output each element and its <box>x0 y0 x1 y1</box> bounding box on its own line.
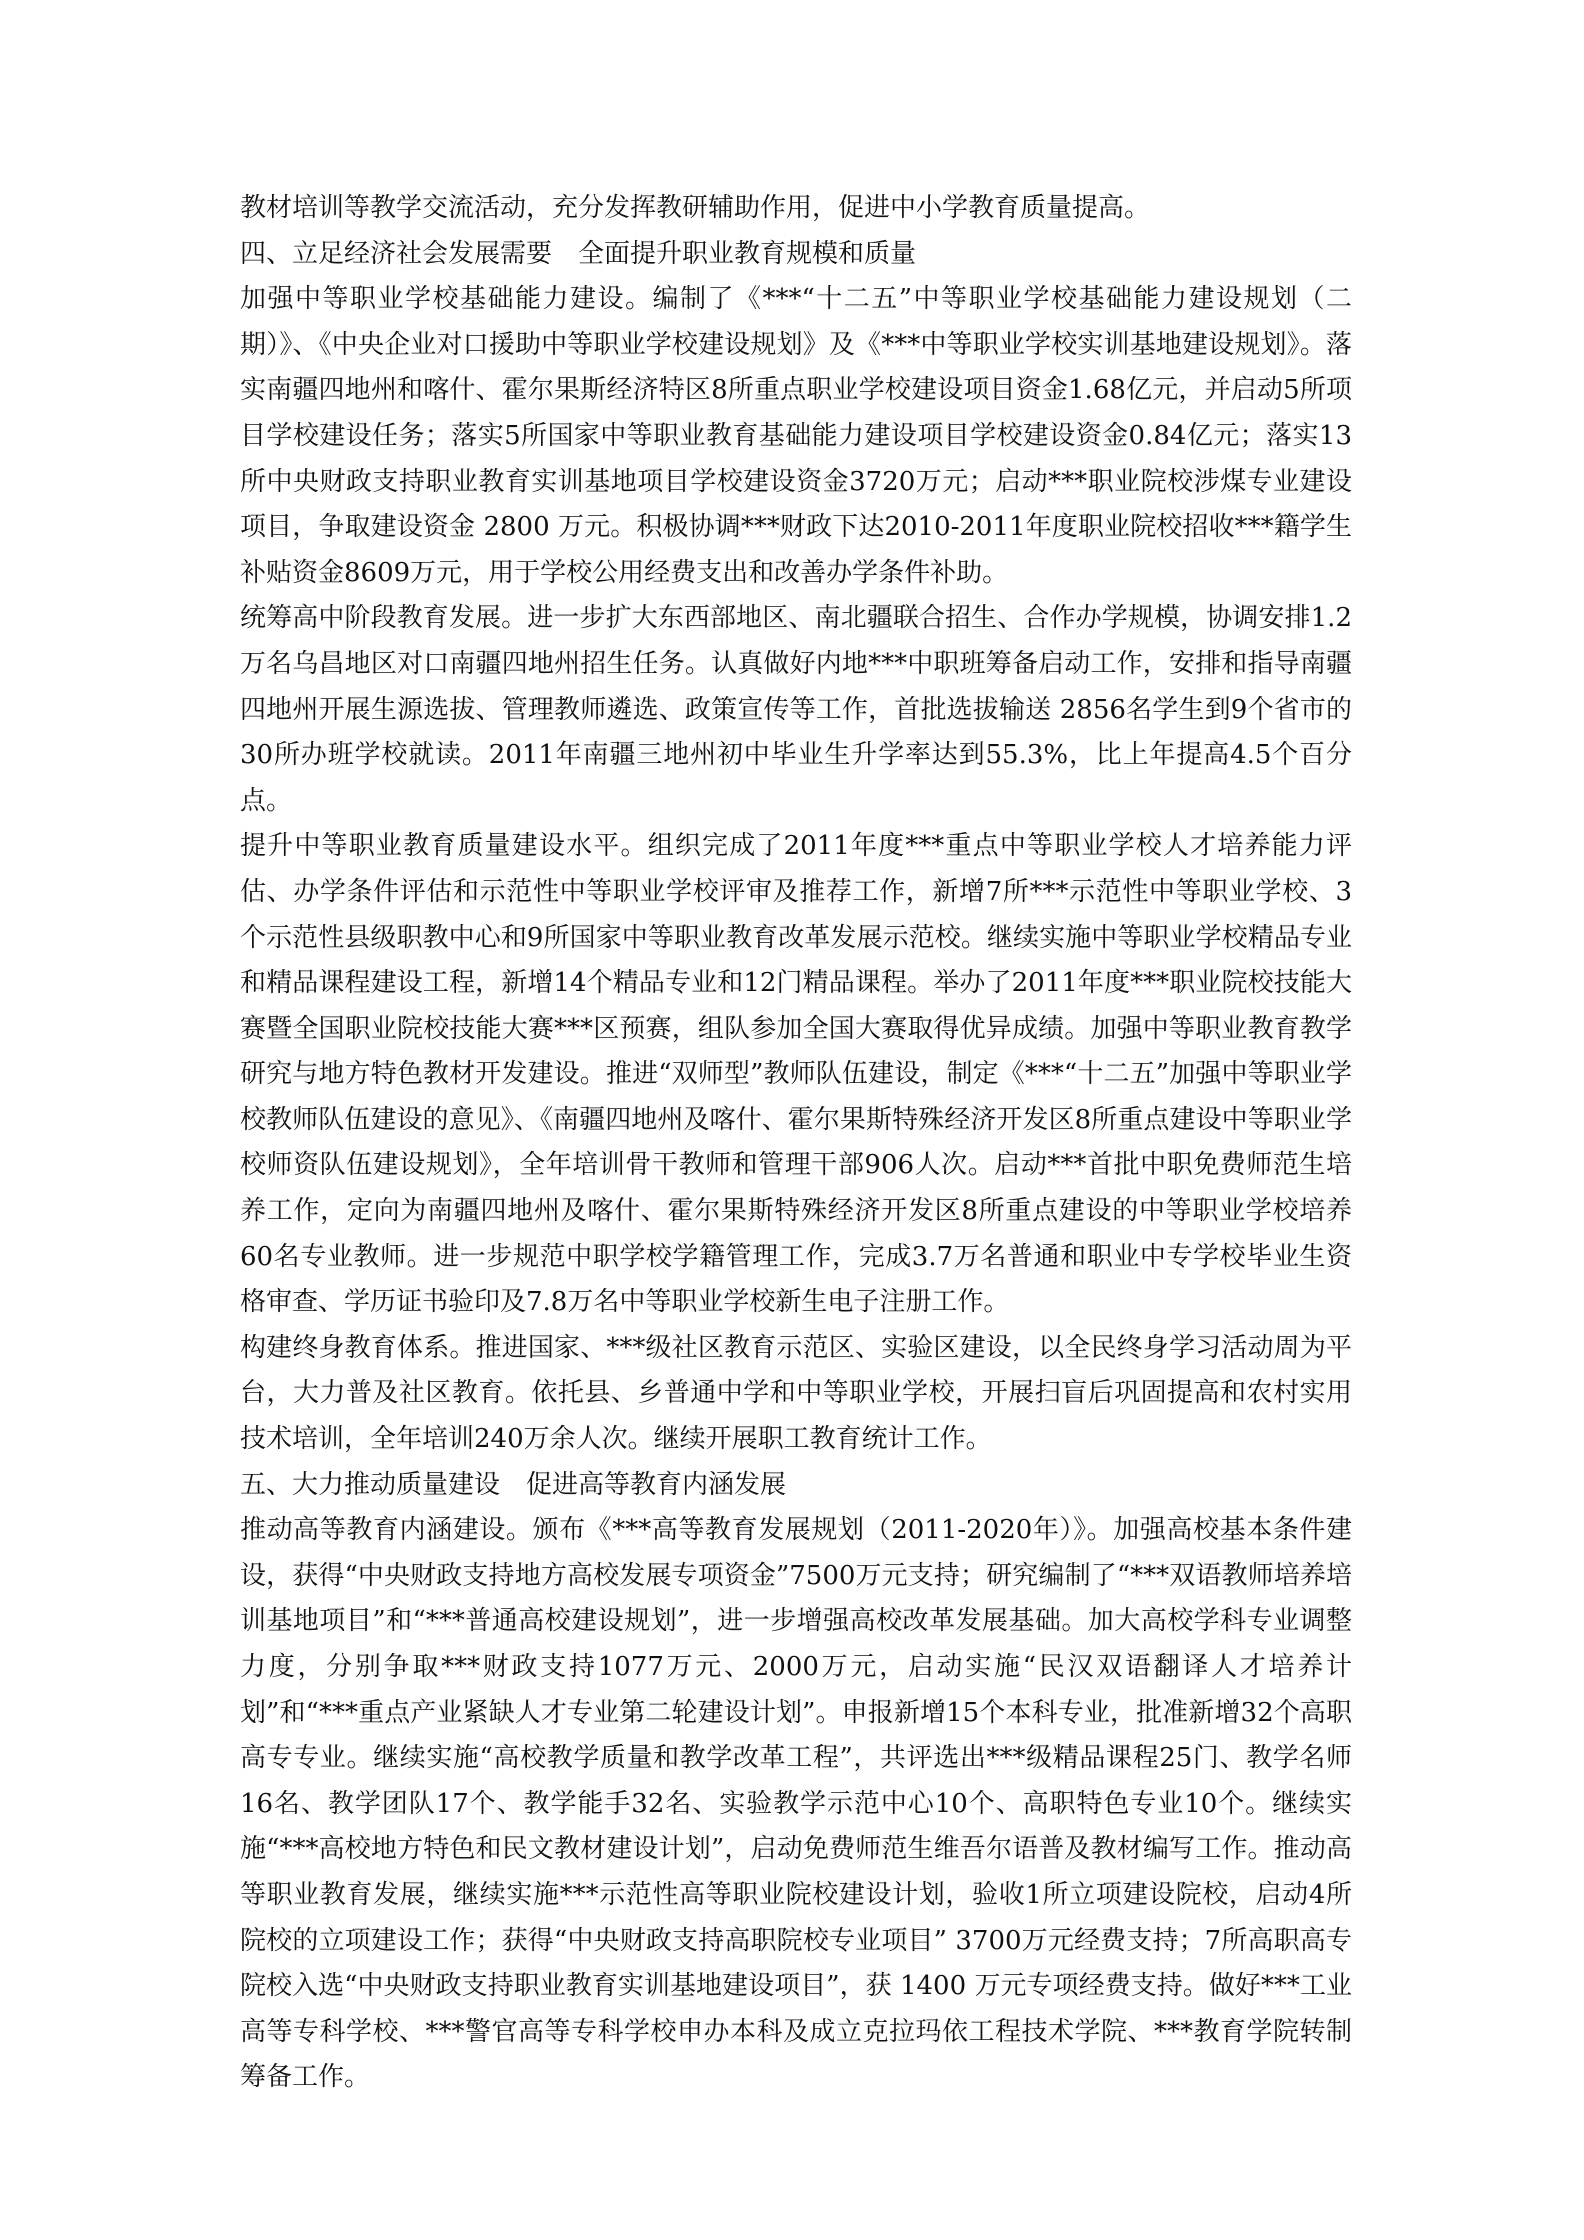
paragraph-lifelong-education: 构建终身教育体系。推进国家、***级社区教育示范区、实验区建设，以全民终身学习活动周为平台，大力普及社区教育。依托县、乡普通中学和中等职业学校，开展扫盲后巩固提高和农村实用技术培训，全年培训240万余人次。继续开展职工教育统计工作。 <box>240 1332 1352 1455</box>
paragraph-vocational-quality: 提升中等职业教育质量建设水平。组织完成了2011年度***重点中等职业学校人才培养能力评估、办学条件评估和示范性中等职业学校评审及推荐工作，新增7所***示范性中等职业学校、3个示范性县级职教中心和9所国家中等职业教育改革发展示范校。继续实施中等职业学校精品专业和精品课程建设工程，新增14个精品专业和12门精品课程。举办了2011年度***职业院校技能大赛暨全国职业院校技能大赛***区预赛，组队参加全国大赛取得优异成绩。加强中等职业教育教学研究与地方特色教材开发建设。推进“双师型”教师队伍建设，制定《***“十二五”加强中等职业学校教师队伍建设的意见》、《南疆四地州及喀什、霍尔果斯特殊经济开发区8所重点建设中等职业学校师资队伍建设规划》，全年培训骨干教师和管理干部906人次。启动***首批中职免费师范生培养工作，定向为南疆四地州及喀什、霍尔果斯特殊经济开发区8所重点建设的中等职业学校培养60名专业教师。进一步规范中职学校学籍管理工作，完成3.7万名普通和职业中专学校毕业生资格审查、学历证书验印及7.8万名中等职业学校新生电子注册工作。 <box>240 831 1352 1318</box>
section-heading-higher-education: 五、大力推动质量建设 促进高等教育内涵发展 <box>240 1469 787 1500</box>
paragraph-intro: 教材培训等教学交流活动，充分发挥教研辅助作用，促进中小学教育质量提高。 <box>240 193 1151 223</box>
section-heading-vocational: 四、立足经济社会发展需要 全面提升职业教育规模和质量 <box>240 238 917 269</box>
paragraph-high-school-coordination: 统筹高中阶段教育发展。进一步扩大东西部地区、南北疆联合招生、合作办学规模，协调安排1.2万名乌昌地区对口南疆四地州招生任务。认真做好内地***中职班筹备启动工作，安排和指导南疆四地州开展生源选拔、管理教师遴选、政策宣传等工作，首批选拔输送 2856名学生到9个省市的30所办班学校就读。2011年南疆三地州初中毕业生升学率达到55.3%，比上年提高4.5个百分点。 <box>240 603 1352 816</box>
document-page <box>240 186 1352 2101</box>
paragraph-vocational-capacity: 加强中等职业学校基础能力建设。编制了《***“十二五”中等职业学校基础能力建设规划（二期）》、《中央企业对口援助中等职业学校建设规划》及《***中等职业学校实训基地建设规划》。落实南疆四地州和喀什、霍尔果斯经济特区8所重点职业学校建设项目资金1.68亿元，并启动5所项目学校建设任务；落实5所国家中等职业教育基础能力建设项目学校建设资金0.84亿元；落实13所中央财政支持职业教育实训基地项目学校建设资金3720万元；启动***职业院校涉煤专业建设项目，争取建设资金 2800 万元。积极协调***财政下达2010-2011年度职业院校招收***籍学生补贴资金8609万元，用于学校公用经费支出和改善办学条件补助。 <box>240 284 1352 588</box>
paragraph-higher-education: 推动高等教育内涵建设。颁布《***高等教育发展规划（2011-2020年）》。加强高校基本条件建设，获得“中央财政支持地方高校发展专项资金”7500万元支持；研究编制了“***双语教师培养培训基地项目”和“***普通高校建设规划”，进一步增强高校改革发展基础。加大高校学科专业调整力度，分别争取***财政支持1077万元、2000万元，启动实施“民汉双语翻译人才培养计划”和“***重点产业紧缺人才专业第二轮建设计划”。申报新增15个本科专业，批准新增32个高职高专专业。继续实施“高校教学质量和教学改革工程”，共评选出***级精品课程25门、教学名师16名、教学团队17个、教学能手32名、实验教学示范中心10个、高职特色专业10个。继续实施“***高校地方特色和民文教材建设计划”，启动免费师范生维吾尔语普及教材编写工作。推动高等职业教育发展，继续实施***示范性高等职业院校建设计划，验收1所立项建设院校，启动4所院校的立项建设工作；获得“中央财政支持高职院校专业项目” 3700万元经费支持；7所高职高专院校入选“中央财政支持职业教育实训基地建设项目”，获 1400 万元专项经费支持。做好***工业高等专科学校、***警官高等专科学校申办本科及成立克拉玛依工程技术学院、***教育学院转制筹备工作。 <box>240 1515 1352 2093</box>
